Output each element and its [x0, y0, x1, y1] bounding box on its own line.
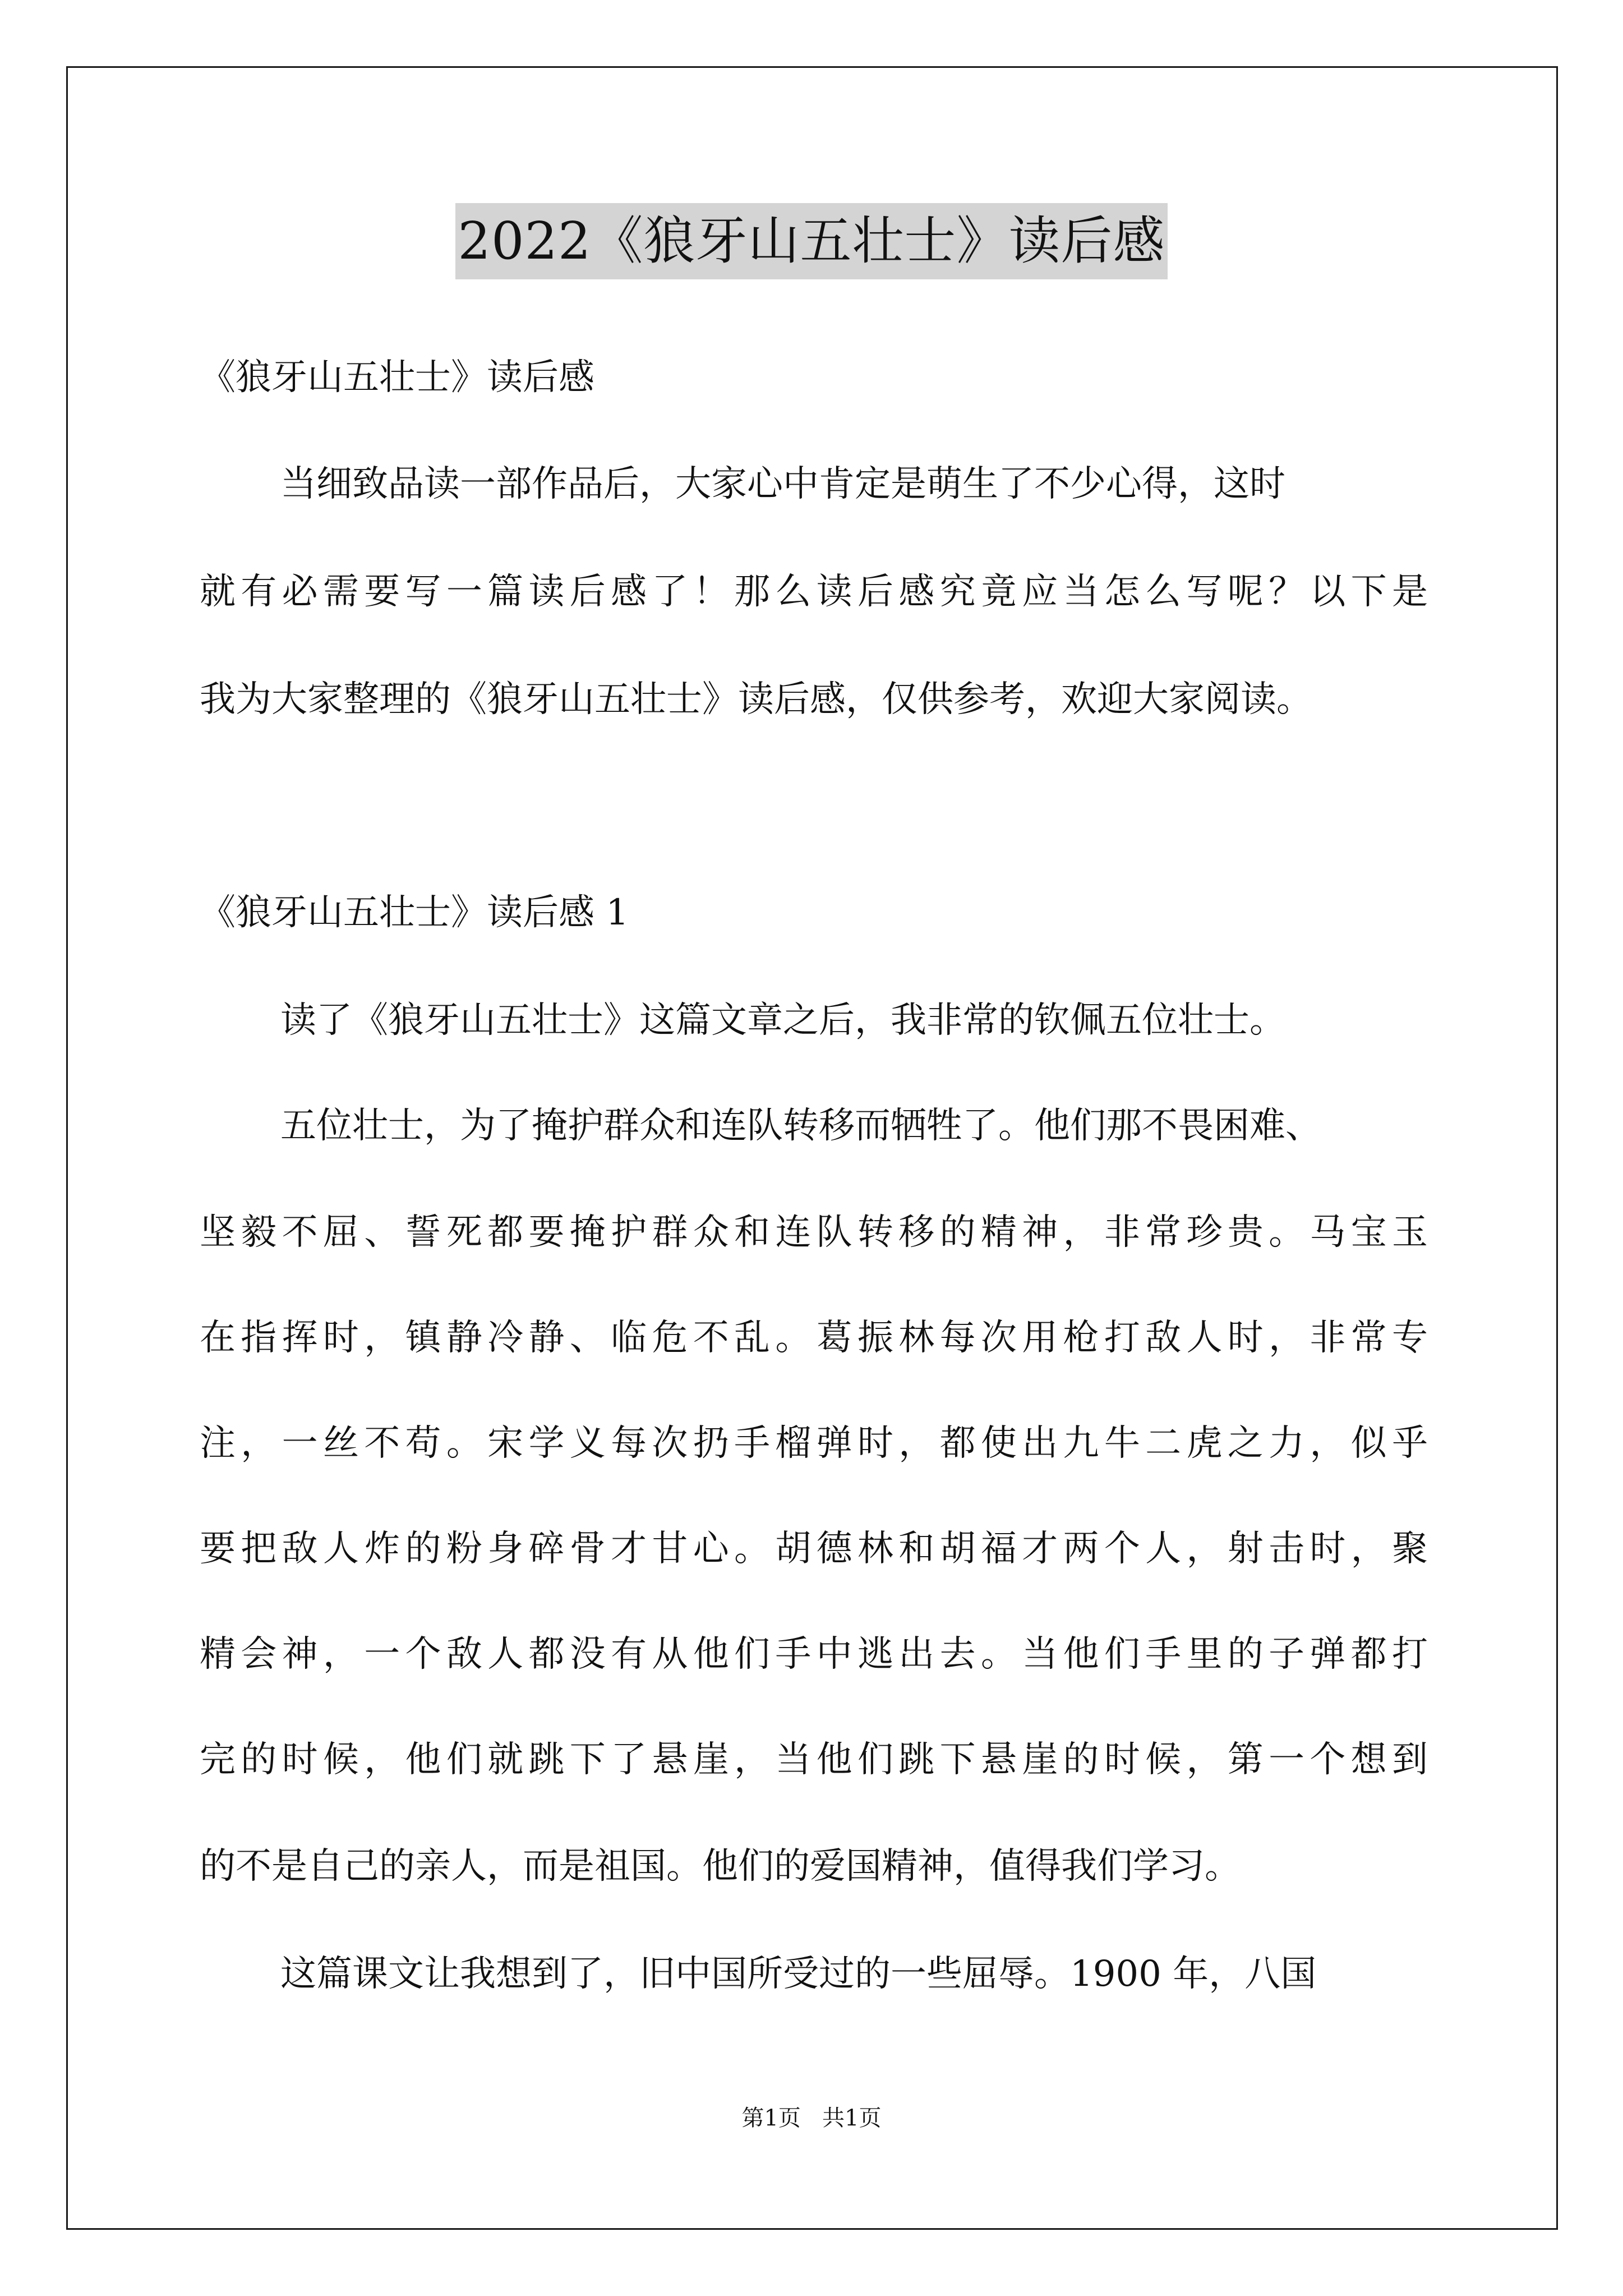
body-line: 注，一丝不苟。宋学义每次扔手榴弹时，都使出九牛二虎之力，似乎: [200, 1423, 1428, 1464]
body-line: 精会神，一个敌人都没有从他们手中逃出去。当他们手里的子弹都打: [200, 1634, 1428, 1675]
body-line: 读了《狼牙山五壮士》这篇文章之后，我非常的钦佩五位壮士。: [280, 1000, 1285, 1041]
body-line: 这篇课文让我想到了，旧中国所受过的一些屈辱。1900 年，八国: [280, 1953, 1317, 1995]
intro-line: 就有必需要写一篇读后感了！那么读后感究竟应当怎么写呢？以下是: [200, 571, 1428, 613]
intro-line: 当细致品读一部作品后，大家心中肯定是萌生了不少心得，这时: [280, 463, 1285, 505]
section-heading: 《狼牙山五壮士》读后感 1: [200, 892, 629, 933]
body-line: 完的时候，他们就跳下了悬崖，当他们跳下悬崖的时候，第一个想到: [200, 1739, 1428, 1780]
body-line: 坚毅不屈、誓死都要掩护群众和连队转移的精神，非常珍贵。马宝玉: [200, 1212, 1428, 1253]
body-line: 在指挥时，镇静冷静、临危不乱。葛振林每次用枪打敌人时，非常专: [200, 1317, 1428, 1359]
body-line: 要把敌人炸的粉身碎骨才甘心。胡德林和胡福才两个人，射击时，聚: [200, 1528, 1428, 1570]
document-title: 2022《狼牙山五壮士》读后感: [455, 203, 1167, 279]
document-subtitle: 《狼牙山五壮士》读后感: [200, 357, 594, 398]
intro-line: 我为大家整理的《狼牙山五壮士》读后感，仅供参考，欢迎大家阅读。: [200, 679, 1312, 720]
title-container: [0, 203, 1623, 279]
body-line: 的不是自己的亲人，而是祖国。他们的爱国精神，值得我们学习。: [200, 1846, 1241, 1887]
page-footer: 第1页 共1页: [741, 2105, 882, 2131]
body-line: 五位壮士，为了掩护群众和连队转移而牺牲了。他们那不畏困难、: [280, 1105, 1321, 1147]
